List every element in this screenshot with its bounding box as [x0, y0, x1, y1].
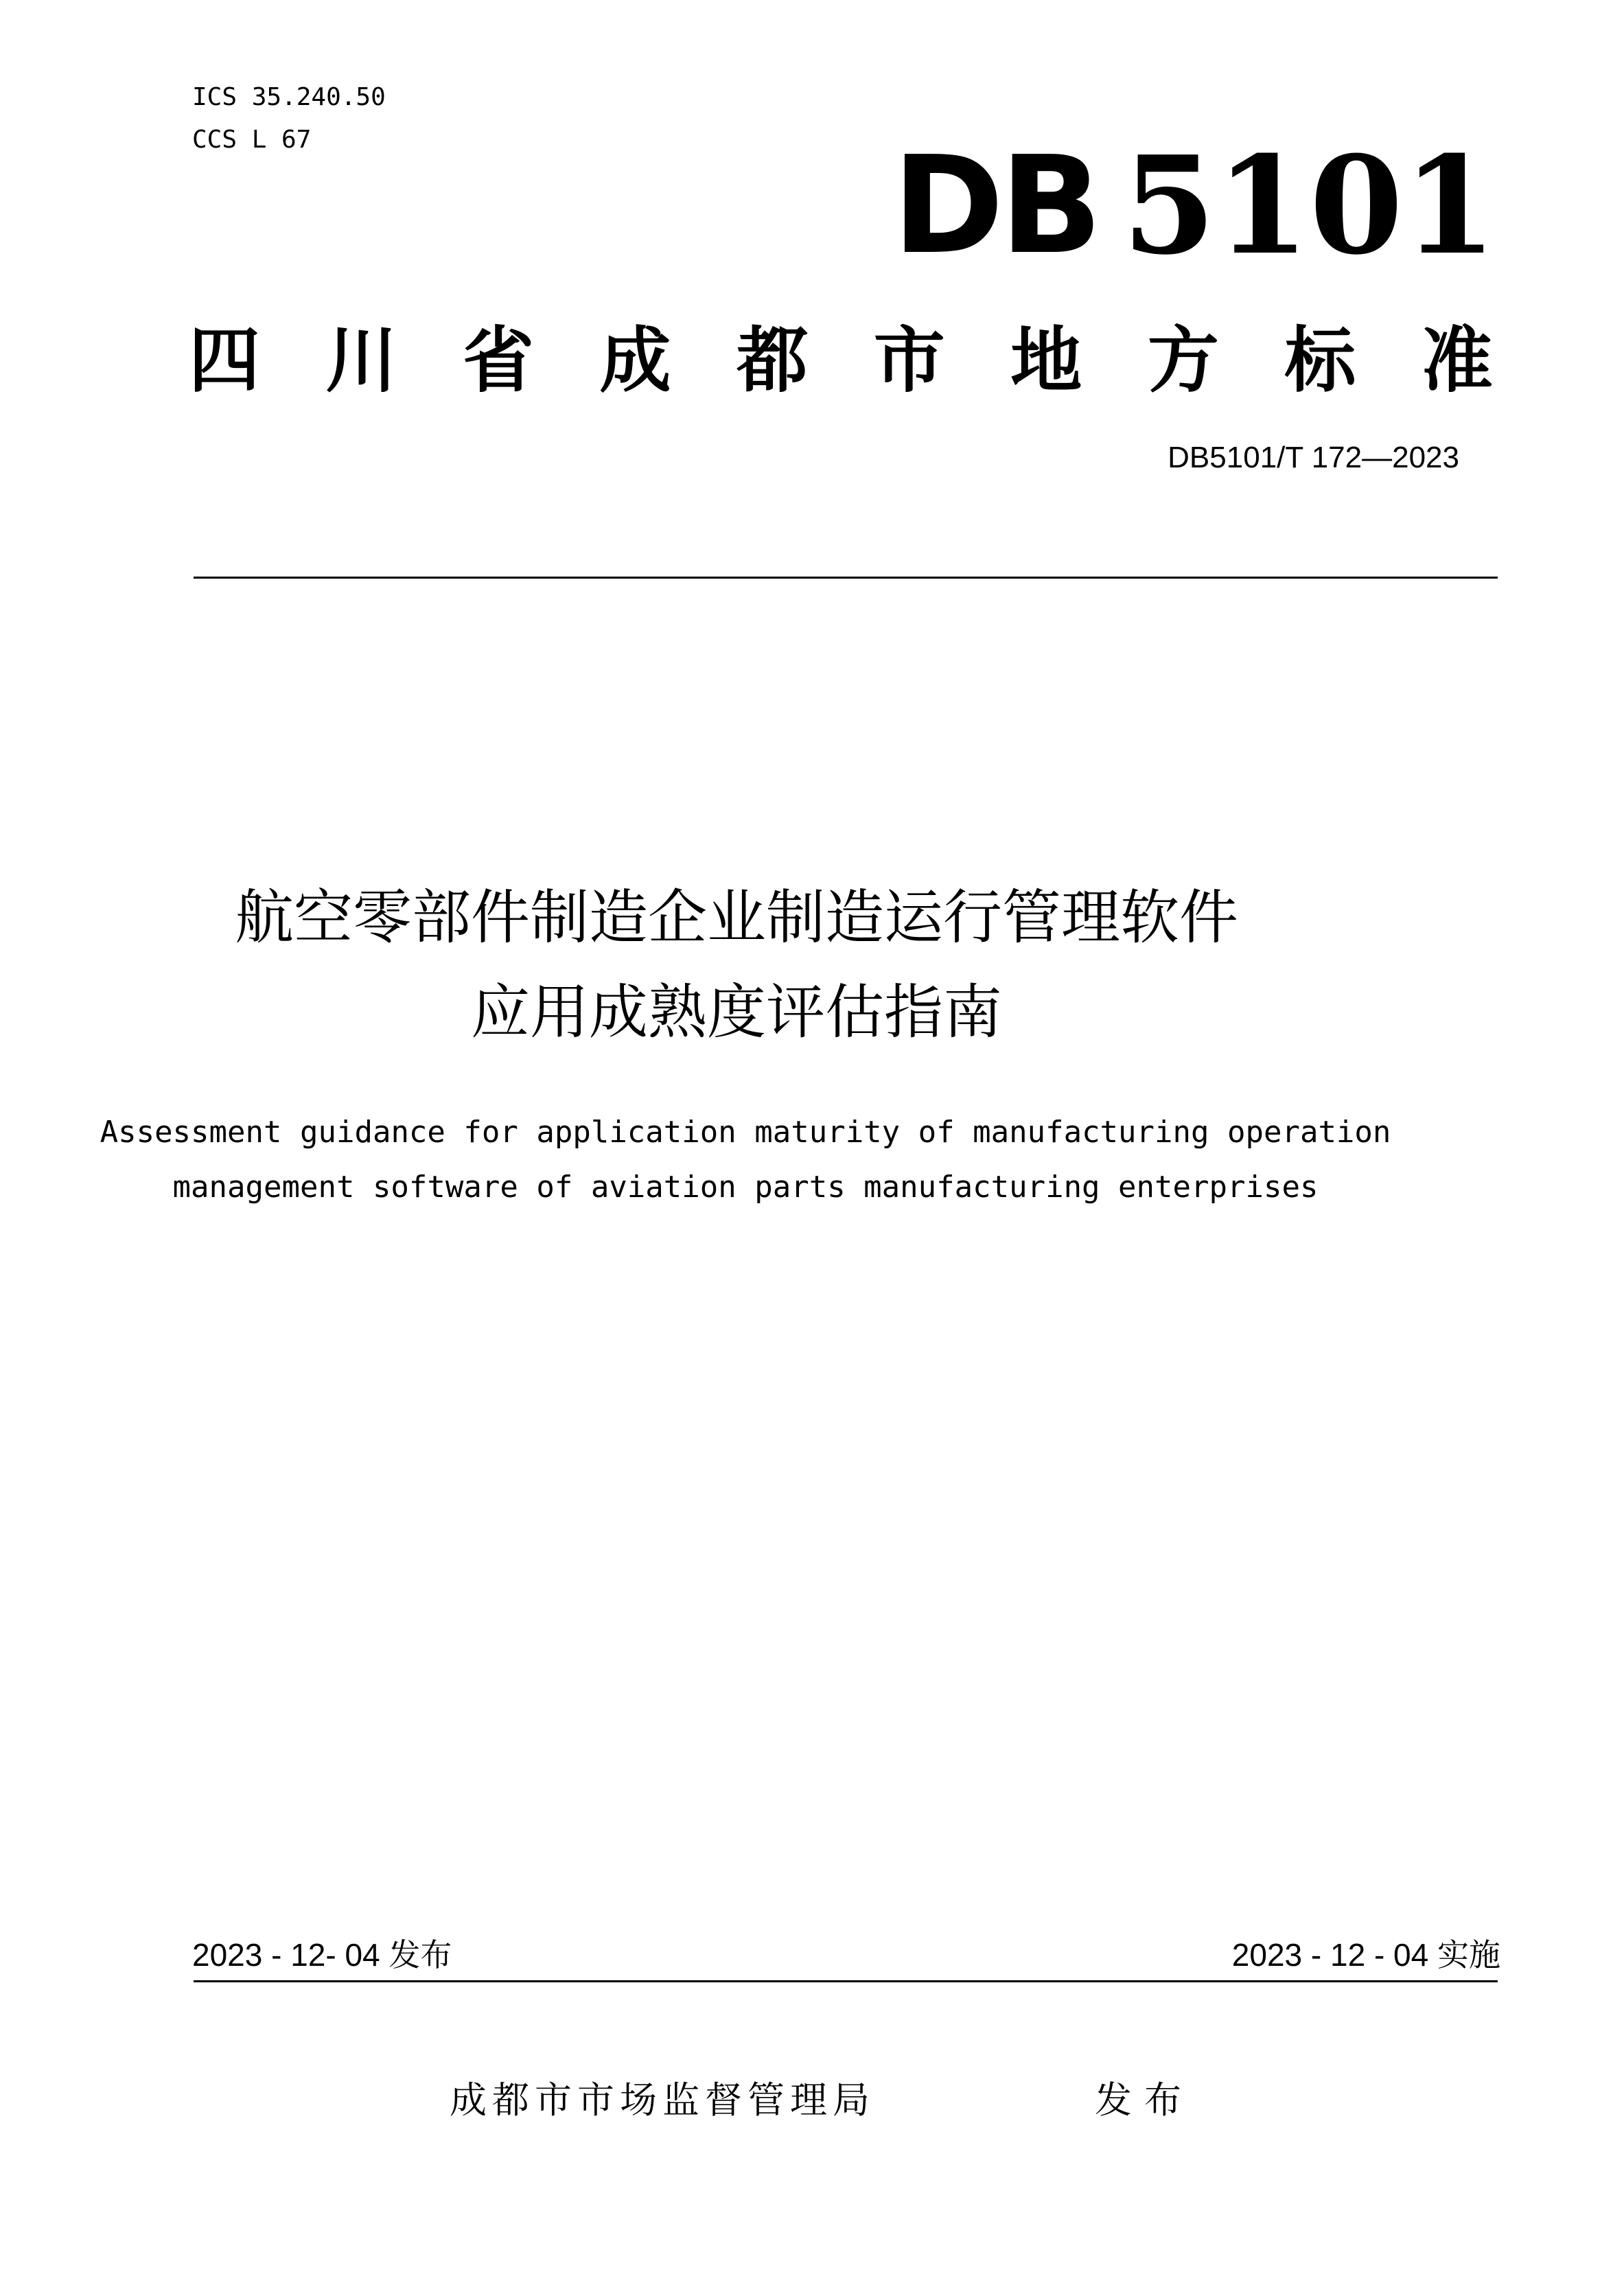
- standard-type-char: 川: [325, 318, 397, 402]
- standard-type-char: 四: [189, 318, 261, 402]
- title-en-line-1: Assessment guidance for application maturity of manufacturing operation: [100, 1115, 1391, 1150]
- issue-label: 发布: [1095, 2078, 1194, 2122]
- bottom-divider: [194, 1980, 1498, 1982]
- title-cn-line-1: 航空零部件制造企业制造运行管理软件: [235, 883, 1238, 952]
- standard-type-char: 都: [736, 318, 809, 402]
- top-divider: [194, 577, 1498, 579]
- standard-type-char: 准: [1421, 318, 1493, 402]
- standard-type-char: 市: [873, 318, 945, 402]
- logo-db-code: DB: [892, 128, 1099, 284]
- standard-type-char: 成: [599, 318, 671, 402]
- standard-type-heading: [189, 312, 1493, 408]
- standard-type-char: 方: [1147, 318, 1219, 402]
- standard-number: DB5101/T 172—2023: [1168, 441, 1459, 474]
- standard-type-char: 省: [463, 318, 535, 402]
- title-cn-line-2: 应用成熟度评估指南: [471, 978, 1002, 1047]
- implementation-date: 2023 - 12 - 04 实施: [1231, 1937, 1500, 1973]
- ccs-code: CCS L 67: [192, 126, 312, 154]
- issuing-authority: 成都市市场监督管理局: [450, 2078, 875, 2122]
- logo-region-number: 5101: [1122, 127, 1497, 285]
- ics-code: ICS 35.240.50: [192, 83, 386, 111]
- standard-type-char: 地: [1010, 318, 1082, 402]
- issue-date: 2023 - 12- 04 发布: [192, 1937, 452, 1973]
- standard-type-char: 标: [1284, 318, 1356, 402]
- title-en-line-2: management software of aviation parts manufacturing enterprises: [172, 1170, 1319, 1205]
- db-logo: [892, 127, 1497, 285]
